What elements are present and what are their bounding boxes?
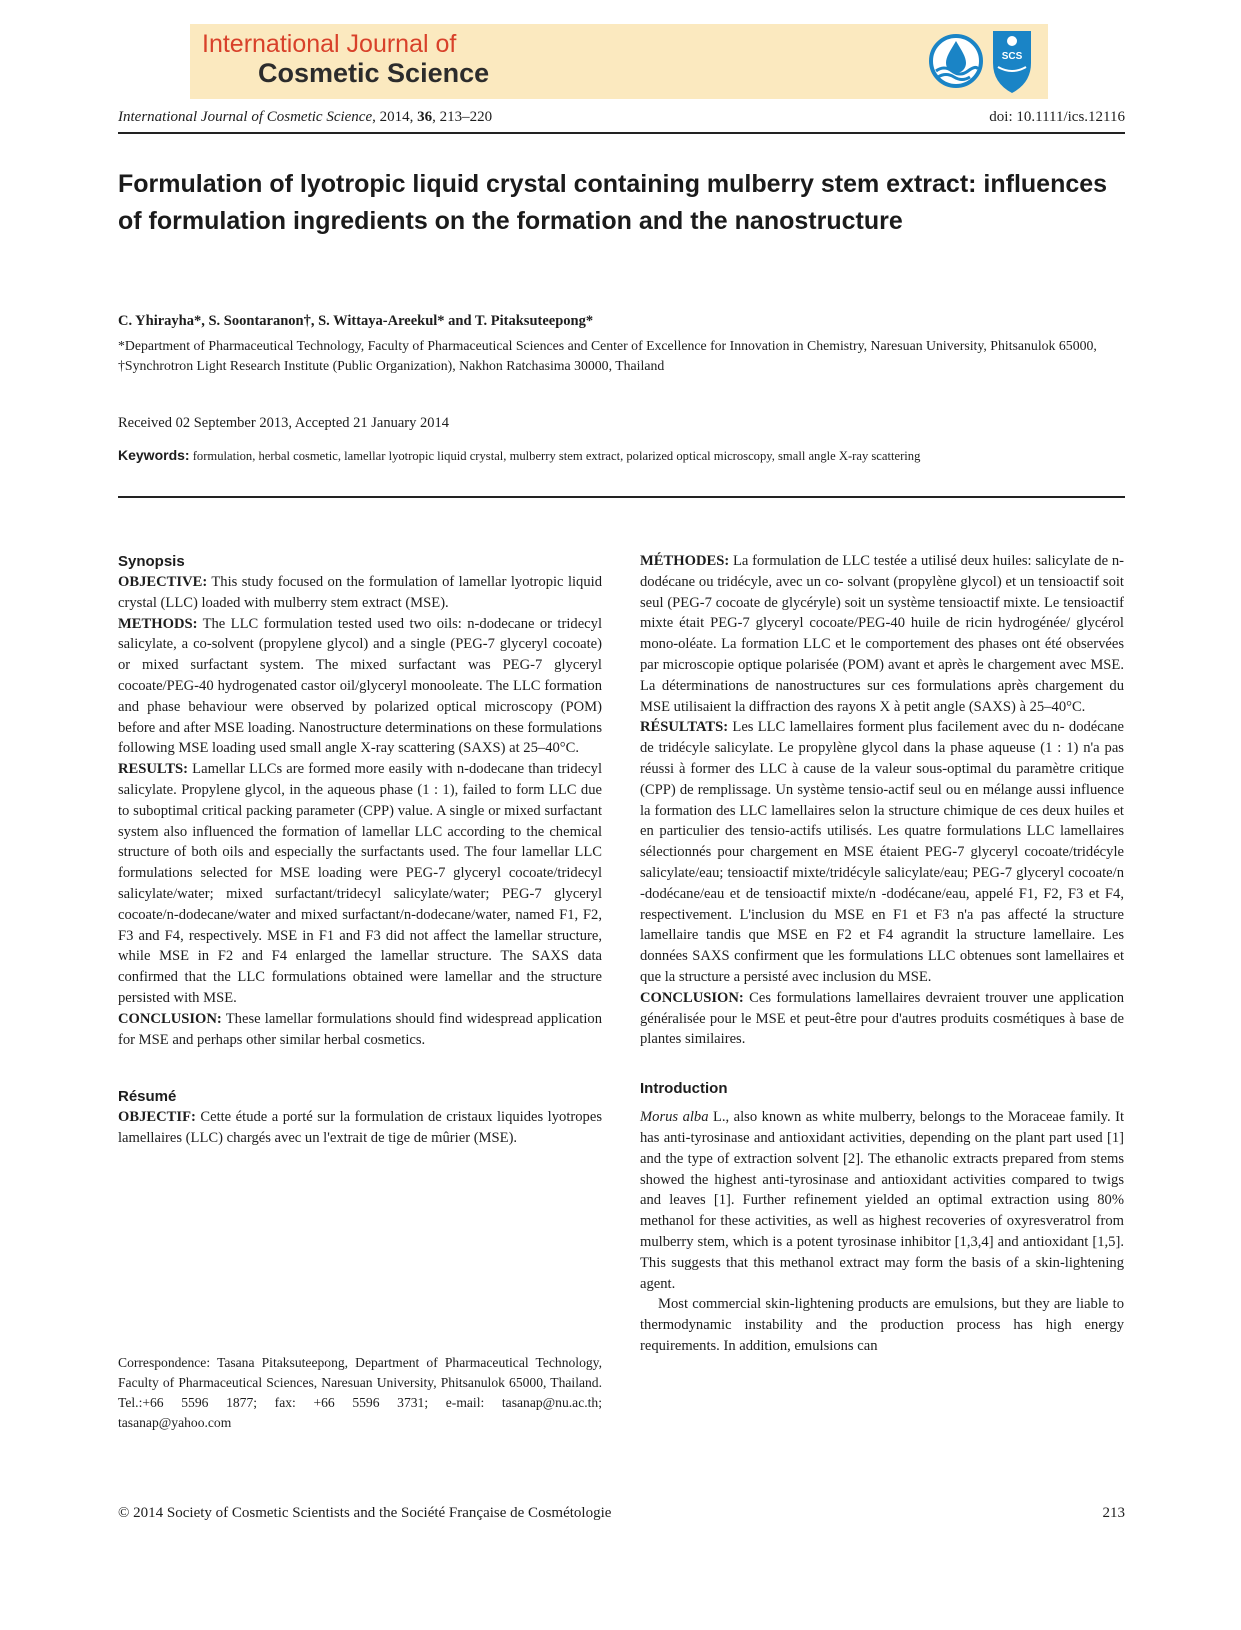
citation-line: [118, 109, 492, 126]
author-list: C. Yhirayha*, S. Soontaranon†, S. Wittaya-Areekul* and T. Pitaksuteepong*: [118, 313, 594, 329]
copyright-notice: © 2014 Society of Cosmetic Scientists and the Société Française de Cosmétologie: [118, 1505, 612, 1521]
received-dates: Received 02 September 2013, Accepted 21 January 2014: [118, 415, 449, 431]
society-logos: [926, 29, 1034, 95]
resume-resultats: RÉSULTATS: Les LLC lamellaires forment plus facilement avec du n- dodécane de tridécyle salicylate. Le propylène glycol dans la phase aqueuse (1 : 1) n'a pas réussi à former des LLC à cause de la valeur sous-optimal du paramètre critique (CPP) de remplissage. Un système tensio-actif seul ou en mélange aussi influence la formation des LLC lamellaires selon la structure chimique de ces deux huiles et en particulier des tensio-actifs utilisés. Les quatre formulations LLC lamellaires sélectionnés pour chargement en MSE étaient PEG-7 glyceryl cocoate/tridécyle salicylate/eau; tensioactif mixte/tridécyle salicylate/eau; PEG-7 glyceryl cocoate/n -dodécane/eau et de tensioactif mixte/n -dodécane/eau, appelé F1, F2, F3 et F4, respectivement. L'inclusion du MSE en F1 et F3 n'a pas affecté la structure lamellaire tandis que MSE en F2 et F4 agrandit la structure lamellaire. Les données SAXS confirment que les formulations LLC obtenues sont lamellaires et que la structure a persisté avec inclusion du MSE.: [640, 719, 1125, 985]
journal-name-line2: Cosmetic Science: [258, 58, 490, 88]
journal-name-line1: International Journal of: [202, 30, 457, 58]
resume-conclusion: CONCLUSION: Ces formulations lamellaires devraient trouver une application généralisée pour le MSE et peut-être pour d'autres produits cosmétiques à base de plantes similaires.: [640, 989, 1124, 1048]
affiliations: *Department of Pharmaceutical Technology, Faculty of Pharmaceutical Sciences and Center of Excellence for Innovation in Chemistry, Naresuan University, Phitsanulok 65000, †Synchrotron Light Research Institute (Public Organization), Nakhon Ratchasima 30000, Thailand: [118, 338, 1097, 373]
abstract-rule: [118, 496, 1125, 498]
doi-link[interactable]: doi: 10.1111/ics.12116: [989, 109, 1125, 125]
synopsis-heading: Synopsis: [118, 553, 185, 570]
resume-objectif: OBJECTIF: Cette étude a porté sur la formulation de cristaux liquides lyotropes lamellaires (LLC) chargés avec un l'extrait de tige de mûrier (MSE).: [118, 1109, 602, 1147]
synopsis-conclusion: CONCLUSION: These lamellar formulations should find widespread application for MSE and perhaps other similar herbal cosmetics.: [118, 1010, 602, 1048]
citation-pages: , 213–220: [432, 109, 493, 125]
article-title: Formulation of lyotropic liquid crystal containing mulberry stem extract: influences of formulation ingredients on the formation and the nanostructure: [118, 170, 1108, 235]
introduction-heading: Introduction: [640, 1080, 728, 1098]
resume-heading: Résumé: [118, 1088, 177, 1106]
correspondence-note: Correspondence: Tasana Pitaksuteepong, Department of Pharmaceutical Technology, Faculty of Pharmaceutical Sciences, Naresuan University, Phitsanulok 65000, Thailand. Tel.:+66 5596 1877; fax: +66 5596 3731; e-mail: tasanap@nu.ac.th; tasanap@yahoo.com: [118, 1355, 602, 1430]
journal-logo-text: [202, 32, 489, 87]
header-rule: [118, 132, 1125, 134]
synopsis-methods: METHODS: The LLC formulation tested used two oils: n-dodecane or tridecyl salicylate, a co-solvent (propylene glycol) and a single (PEG-7 glyceryl cocoate) or mixed surfactant system. The mixed surfactant was PEG-7 glyceryl cocoate/PEG-40 hydrogenated castor oil/glyceryl monooleate. The LLC formation and phase behaviour were observed by polarized optical microscopy (POM) before and after MSE loading. Nanostructure determinations on these formulations following MSE loading used small angle X-ray scattering (SAXS) at 25–40°C.: [118, 615, 602, 757]
journal-banner: [190, 24, 1048, 99]
citation-year: , 2014,: [372, 109, 418, 125]
citation-volume: 36: [417, 109, 433, 125]
scs-label: SCS: [1001, 51, 1023, 62]
scs-shield-icon: [990, 29, 1034, 95]
right-column: [640, 551, 1124, 1357]
introduction-paragraph-1: Morus alba L., also known as white mulberry, belongs to the Moraceae family. It has anti-tyrosinase and antioxidant activities, depending on the plant part used [1] and the type of extraction solvent [2]. The ethanolic extracts prepared from stems showed the highest anti-tyrosinase and antioxidant activities compared to twigs and leaves [1]. Further refinement yielded an optimal extraction using 80% methanol for these activities, as well as highest recoveries of oxyresveratrol from mulberry stem, which is a potent tyrosinase inhibitor [1,3,4] and antioxidant [1,5]. This suggests that this methanol extract may form the basis of a skin-lightening agent.: [640, 1109, 1125, 1292]
resume-methodes: MÉTHODES: La formulation de LLC testée a utilisé deux huiles: salicylate de n- dodécane ou tridécyle, avec un co- solvant (propylène glycol) et un tensioactif soit seul (PEG-7 cocoate de glycéryle) soit un système tensioactif mixte. Le tensioactif mixte était PEG-7 glyceryl cocoate/PEG-40 huile de ricin hydrogénée/ glycérol mono-oléate. La formation LLC et le comportement des phases ont été observées par microscopie optique polarisée (POM) avant et après le chargement avec MSE. La déterminations de nanostructures sur ces formulations après chargement du MSE utilisaient la diffraction des rayons X à petit angle (SAXS) à 25–40°C.: [640, 553, 1124, 715]
citation-journal: International Journal of Cosmetic Science: [118, 109, 373, 125]
synopsis-results: RESULTS: Lamellar LLCs are formed more easily with n-dodecane than tridecyl salicylate. Propylene glycol, in the aqueous phase (1 : 1), failed to form LLC due to suboptimal critical packing parameter (CPP) value. A single or mixed surfactant system also influenced the formation of lamellar LLC according to the chemical structure of both oils and especially the surfactants used. The four lamellar LLC formulations selected for MSE loading were PEG-7 glyceryl cocoate/tridecyl salicylate/water; mixed surfactant/tridecyl salicylate/water; PEG-7 glyceryl cocoate/n-dodecane/water and mixed surfactant/n-dodecane/water, named F1, F2, F3 and F4, respectively. MSE in F1 and F3 did not affect the lamellar structure, while MSE in F2 and F4 enlarged the lamellar structure. The SAXS data confirmed that the LLC formulations obtained were lamellar and the structure persisted with MSE.: [118, 761, 603, 1006]
introduction-paragraph-2: Most commercial skin-lightening products are emulsions, but they are liable to thermodynamic instability and the production process has high energy requirements. In addition, emulsions can: [640, 1296, 1124, 1354]
keywords-label: Keywords:: [118, 447, 190, 463]
keywords: [118, 447, 920, 464]
keywords-list: formulation, herbal cosmetic, lamellar lyotropic liquid crystal, mulberry stem extract, polarized optical microscopy, small angle X-ray scattering: [192, 449, 921, 463]
synopsis-objective: OBJECTIVE: This study focused on the formulation of lamellar lyotropic liquid crystal (LLC) loaded with mulberry stem extract (MSE).: [118, 574, 602, 611]
ifscc-logo-icon: [926, 29, 986, 89]
page-number: 213: [1102, 1505, 1125, 1521]
left-column: [118, 551, 602, 1149]
